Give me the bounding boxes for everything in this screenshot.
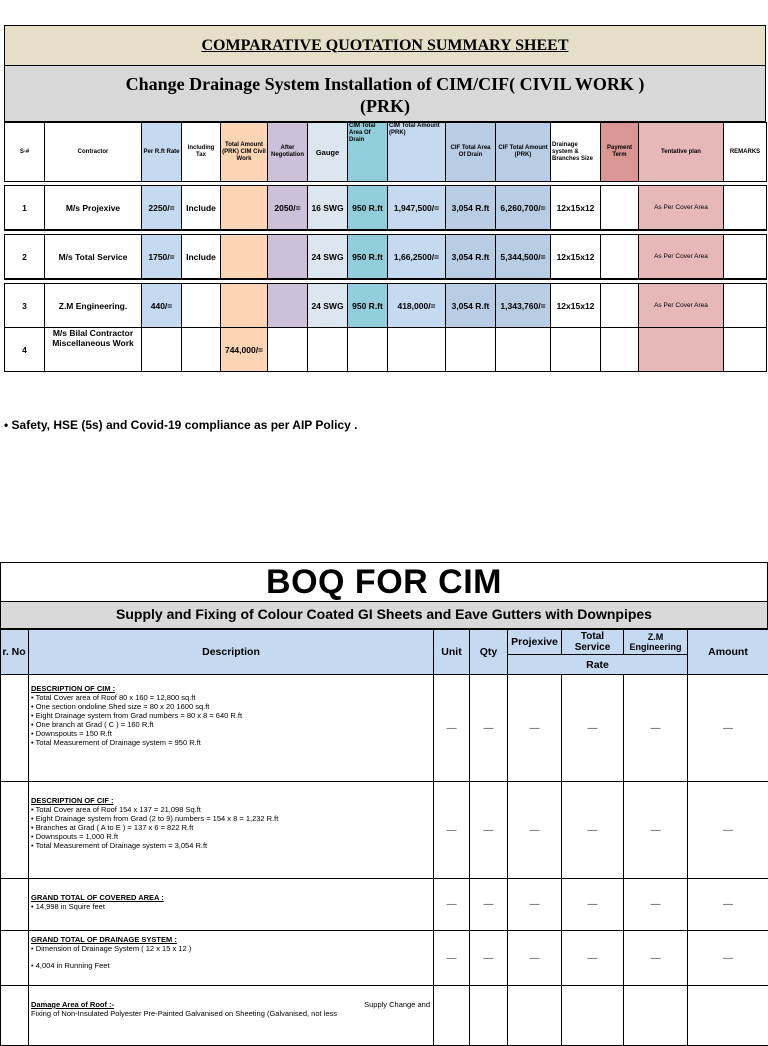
- cell-sn: 3: [5, 284, 45, 328]
- cell-after: [268, 284, 308, 328]
- boq-header-row: [1, 630, 768, 655]
- cell-amount: —: [688, 675, 768, 782]
- cell-cif-amount: 6,260,700/=: [496, 186, 551, 231]
- boq-row: [1, 782, 768, 879]
- cell-amount: [688, 986, 768, 1046]
- col-header-total-service: Total Service: [562, 630, 624, 655]
- cell-payment: [601, 284, 639, 328]
- cell-tax: Include: [182, 186, 221, 231]
- cell-plan: [639, 328, 724, 372]
- boq-sheet: [0, 562, 768, 1046]
- col-header-zm: Z.M Engineering: [624, 630, 688, 655]
- cell-after: [268, 235, 308, 280]
- cell-cim-amount: 1,947,500/=: [388, 186, 446, 231]
- sheet-title: COMPARATIVE QUOTATION SUMMARY SHEET: [4, 25, 766, 66]
- cell-rate-total-service: —: [562, 675, 624, 782]
- cell-gauge: 24 SWG: [308, 235, 348, 280]
- cell-rate-zm: —: [624, 675, 688, 782]
- block-right-text: Supply Change and: [364, 1000, 430, 1009]
- cell-gauge: 24 SWG: [308, 284, 348, 328]
- col-header: Per R.ft Rate: [142, 123, 182, 182]
- cell-description: [29, 675, 434, 782]
- cell-contractor: M/s Projexive: [45, 186, 142, 231]
- block-line: • Total Cover area of Roof 80 x 160 = 12,800 sq.ft: [31, 693, 433, 702]
- block-line: • Total Measurement of Drainage system = 3,054 R.ft: [31, 841, 433, 850]
- cell-size: 12x15x12: [551, 186, 601, 231]
- cell-rate-total-service: —: [562, 931, 624, 986]
- block-line: Fixing of Non-Insulated Polyester Pre-Painted Galvanised on Sheeting (Galvanised, not less: [31, 1009, 430, 1018]
- cell-rate-total-service: —: [562, 782, 624, 879]
- col-header: Payment Term: [601, 123, 639, 182]
- cell-rate-total-service: [562, 986, 624, 1046]
- cell-amount: —: [688, 931, 768, 986]
- col-header: Including Tax: [182, 123, 221, 182]
- cell-rate-projexive: —: [508, 675, 562, 782]
- cell-rate-zm: —: [624, 931, 688, 986]
- col-header: CIF Total Amount (PRK): [496, 123, 551, 182]
- cell-qty: —: [470, 879, 508, 931]
- block-heading: DESCRIPTION OF CIM :: [31, 684, 433, 693]
- cell-qty: [470, 986, 508, 1046]
- subtitle-line-1: Change Drainage System Installation of CIM/CIF( CIVIL WORK ): [5, 73, 765, 95]
- sheet-subtitle: [4, 66, 766, 122]
- block-line: • Eight Drainage system from Grad numbers = 80 x 8 = 640 R.ft: [31, 711, 433, 720]
- block-line: • Total Measurement of Drainage system = 950 R.ft: [31, 738, 433, 747]
- cell-cif-amount: [496, 328, 551, 372]
- cell-description: [29, 782, 434, 879]
- header-row: [5, 123, 767, 182]
- cell-rate-projexive: —: [508, 879, 562, 931]
- col-header: CIF Total Area Of Drain: [446, 123, 496, 182]
- block-heading: GRAND TOTAL OF DRAINAGE SYSTEM :: [31, 935, 433, 944]
- cell-total: [221, 284, 268, 328]
- cell-after: [268, 328, 308, 372]
- cell-rate: 2250/=: [142, 186, 182, 231]
- cell-rate-projexive: [508, 986, 562, 1046]
- cell-rate-projexive: —: [508, 931, 562, 986]
- cell-remarks: [724, 235, 767, 280]
- cell-rate: 1750/=: [142, 235, 182, 280]
- cell-payment: [601, 328, 639, 372]
- cell-cif-area: [446, 328, 496, 372]
- cell-remarks: [724, 328, 767, 372]
- cell-qty: —: [470, 675, 508, 782]
- cell-size: 12x15x12: [551, 284, 601, 328]
- cell-amount: —: [688, 782, 768, 879]
- subtitle-line-2: (PRK): [5, 95, 765, 117]
- col-header: Tentative plan: [639, 123, 724, 182]
- cell-sr: [1, 782, 29, 879]
- cell-contractor: M/s Total Service: [45, 235, 142, 280]
- block-line: • Total Cover area of Roof 154 x 137 = 21,098 Sq.ft: [31, 805, 433, 814]
- cell-cim-amount: 418,000/=: [388, 284, 446, 328]
- col-header: After Negotiation: [268, 123, 308, 182]
- col-header-description: Description: [29, 630, 434, 675]
- cell-total: [221, 186, 268, 231]
- block-line: • Downspouts = 150 R.ft: [31, 729, 433, 738]
- cell-cim-amount: [388, 328, 446, 372]
- cell-amount: —: [688, 879, 768, 931]
- cell-gauge: 16 SWG: [308, 186, 348, 231]
- cell-unit: —: [434, 782, 470, 879]
- block-line: • Branches at Grad ( A to E ) = 137 x 6 = 822 R.ft: [31, 823, 433, 832]
- cell-plan: As Per Cover Area: [639, 284, 724, 328]
- boq-row: [1, 879, 768, 931]
- col-header: CIM Total Amount (PRK): [388, 123, 446, 182]
- cell-size: [551, 328, 601, 372]
- cell-qty: —: [470, 782, 508, 879]
- block-line: • 14,998 in Squire feet: [31, 902, 433, 911]
- cell-description: [29, 986, 434, 1046]
- cell-tax: Include: [182, 235, 221, 280]
- cell-rate-zm: —: [624, 782, 688, 879]
- cell-qty: —: [470, 931, 508, 986]
- col-header: Gauge: [308, 123, 348, 182]
- boq-title: BOQ FOR CIM: [0, 562, 768, 602]
- cell-unit: —: [434, 879, 470, 931]
- cell-sn: 2: [5, 235, 45, 280]
- cell-sr: [1, 675, 29, 782]
- cell-total: [221, 235, 268, 280]
- cell-rate-zm: [624, 986, 688, 1046]
- cell-cim-area: 950 R.ft: [348, 186, 388, 231]
- col-header-qty: Qty: [470, 630, 508, 675]
- block-heading: DESCRIPTION OF CIF :: [31, 796, 433, 805]
- cell-cim-area: 950 R.ft: [348, 284, 388, 328]
- col-header-rate: Rate: [508, 655, 688, 675]
- cell-description: [29, 879, 434, 931]
- cell-cif-amount: 5,344,500/=: [496, 235, 551, 280]
- table-row: [5, 235, 767, 280]
- col-header: CIM Total Area Of Drain: [348, 123, 388, 182]
- cell-gauge: [308, 328, 348, 372]
- cell-plan: As Per Cover Area: [639, 235, 724, 280]
- cell-rate-total-service: —: [562, 879, 624, 931]
- cell-sn: 4: [5, 328, 45, 372]
- block-line: • 4,004 in Running Feet: [31, 961, 433, 970]
- cell-cim-area: [348, 328, 388, 372]
- cell-total: 744,000/=: [221, 328, 268, 372]
- comparative-sheet: [4, 25, 766, 372]
- cell-contractor: Z.M Engineering.: [45, 284, 142, 328]
- col-header-sr: r. No: [1, 630, 29, 675]
- cell-unit: —: [434, 675, 470, 782]
- col-header-amount: Amount: [688, 630, 768, 675]
- cell-size: 12x15x12: [551, 235, 601, 280]
- cell-sr: [1, 986, 29, 1046]
- block-line: • Dimension of Drainage System ( 12 x 15 x 12 ): [31, 944, 433, 953]
- cell-tax: [182, 284, 221, 328]
- boq-row: [1, 986, 768, 1046]
- cell-cim-area: 950 R.ft: [348, 235, 388, 280]
- cell-cif-area: 3,054 R.ft: [446, 186, 496, 231]
- cell-rate-projexive: —: [508, 782, 562, 879]
- boq-row: [1, 931, 768, 986]
- cell-remarks: [724, 186, 767, 231]
- cell-unit: [434, 986, 470, 1046]
- cell-sn: 1: [5, 186, 45, 231]
- table-row: [5, 186, 767, 231]
- cell-cim-amount: 1,66,2500/=: [388, 235, 446, 280]
- col-header: Drainage system & Branches Size: [551, 123, 601, 182]
- cell-tax: [182, 328, 221, 372]
- block-line: • Downspouts = 1,000 R.ft: [31, 832, 433, 841]
- quotation-table: [4, 122, 767, 372]
- boq-table: [0, 629, 768, 1046]
- block-line: • Eight Drainage system from Grad (2 to 9) numbers = 154 x 8 = 1,232 R.ft: [31, 814, 433, 823]
- cell-rate: [142, 328, 182, 372]
- col-header: Contractor: [45, 123, 142, 182]
- compliance-note: • Safety, HSE (5s) and Covid-19 compliance as per AIP Policy .: [4, 418, 357, 432]
- col-header: Total Amount (PRK) CIM Civil Work: [221, 123, 268, 182]
- block-heading: GRAND TOTAL OF COVERED AREA :: [31, 893, 433, 902]
- cell-unit: —: [434, 931, 470, 986]
- col-header-unit: Unit: [434, 630, 470, 675]
- col-header: REMARKS: [724, 123, 767, 182]
- cell-payment: [601, 186, 639, 231]
- col-header-projexive: Projexive: [508, 630, 562, 655]
- cell-plan: As Per Cover Area: [639, 186, 724, 231]
- block-line: • One section ondoline Shed size = 80 x 20 1600 sq.ft: [31, 702, 433, 711]
- block-heading-row: [31, 1000, 430, 1009]
- block-heading: Damage Area of Roof :-: [31, 1000, 114, 1009]
- cell-rate: 440/=: [142, 284, 182, 328]
- cell-rate-zm: —: [624, 879, 688, 931]
- table-row: [5, 328, 767, 372]
- cell-contractor: M/s Bilal Contractor Miscellaneous Work: [45, 328, 142, 372]
- cell-payment: [601, 235, 639, 280]
- table-row: [5, 284, 767, 328]
- col-header: S-#: [5, 123, 45, 182]
- cell-sr: [1, 931, 29, 986]
- cell-cif-area: 3,054 R.ft: [446, 284, 496, 328]
- cell-sr: [1, 879, 29, 931]
- cell-cif-area: 3,054 R.ft: [446, 235, 496, 280]
- block-line: • One branch at Grad ( C ) = 160 R.ft: [31, 720, 433, 729]
- cell-after: 2050/=: [268, 186, 308, 231]
- boq-row: [1, 675, 768, 782]
- boq-subtitle: Supply and Fixing of Colour Coated GI Sheets and Eave Gutters with Downpipes: [0, 602, 768, 629]
- cell-description: [29, 931, 434, 986]
- cell-remarks: [724, 284, 767, 328]
- cell-cif-amount: 1,343,760/=: [496, 284, 551, 328]
